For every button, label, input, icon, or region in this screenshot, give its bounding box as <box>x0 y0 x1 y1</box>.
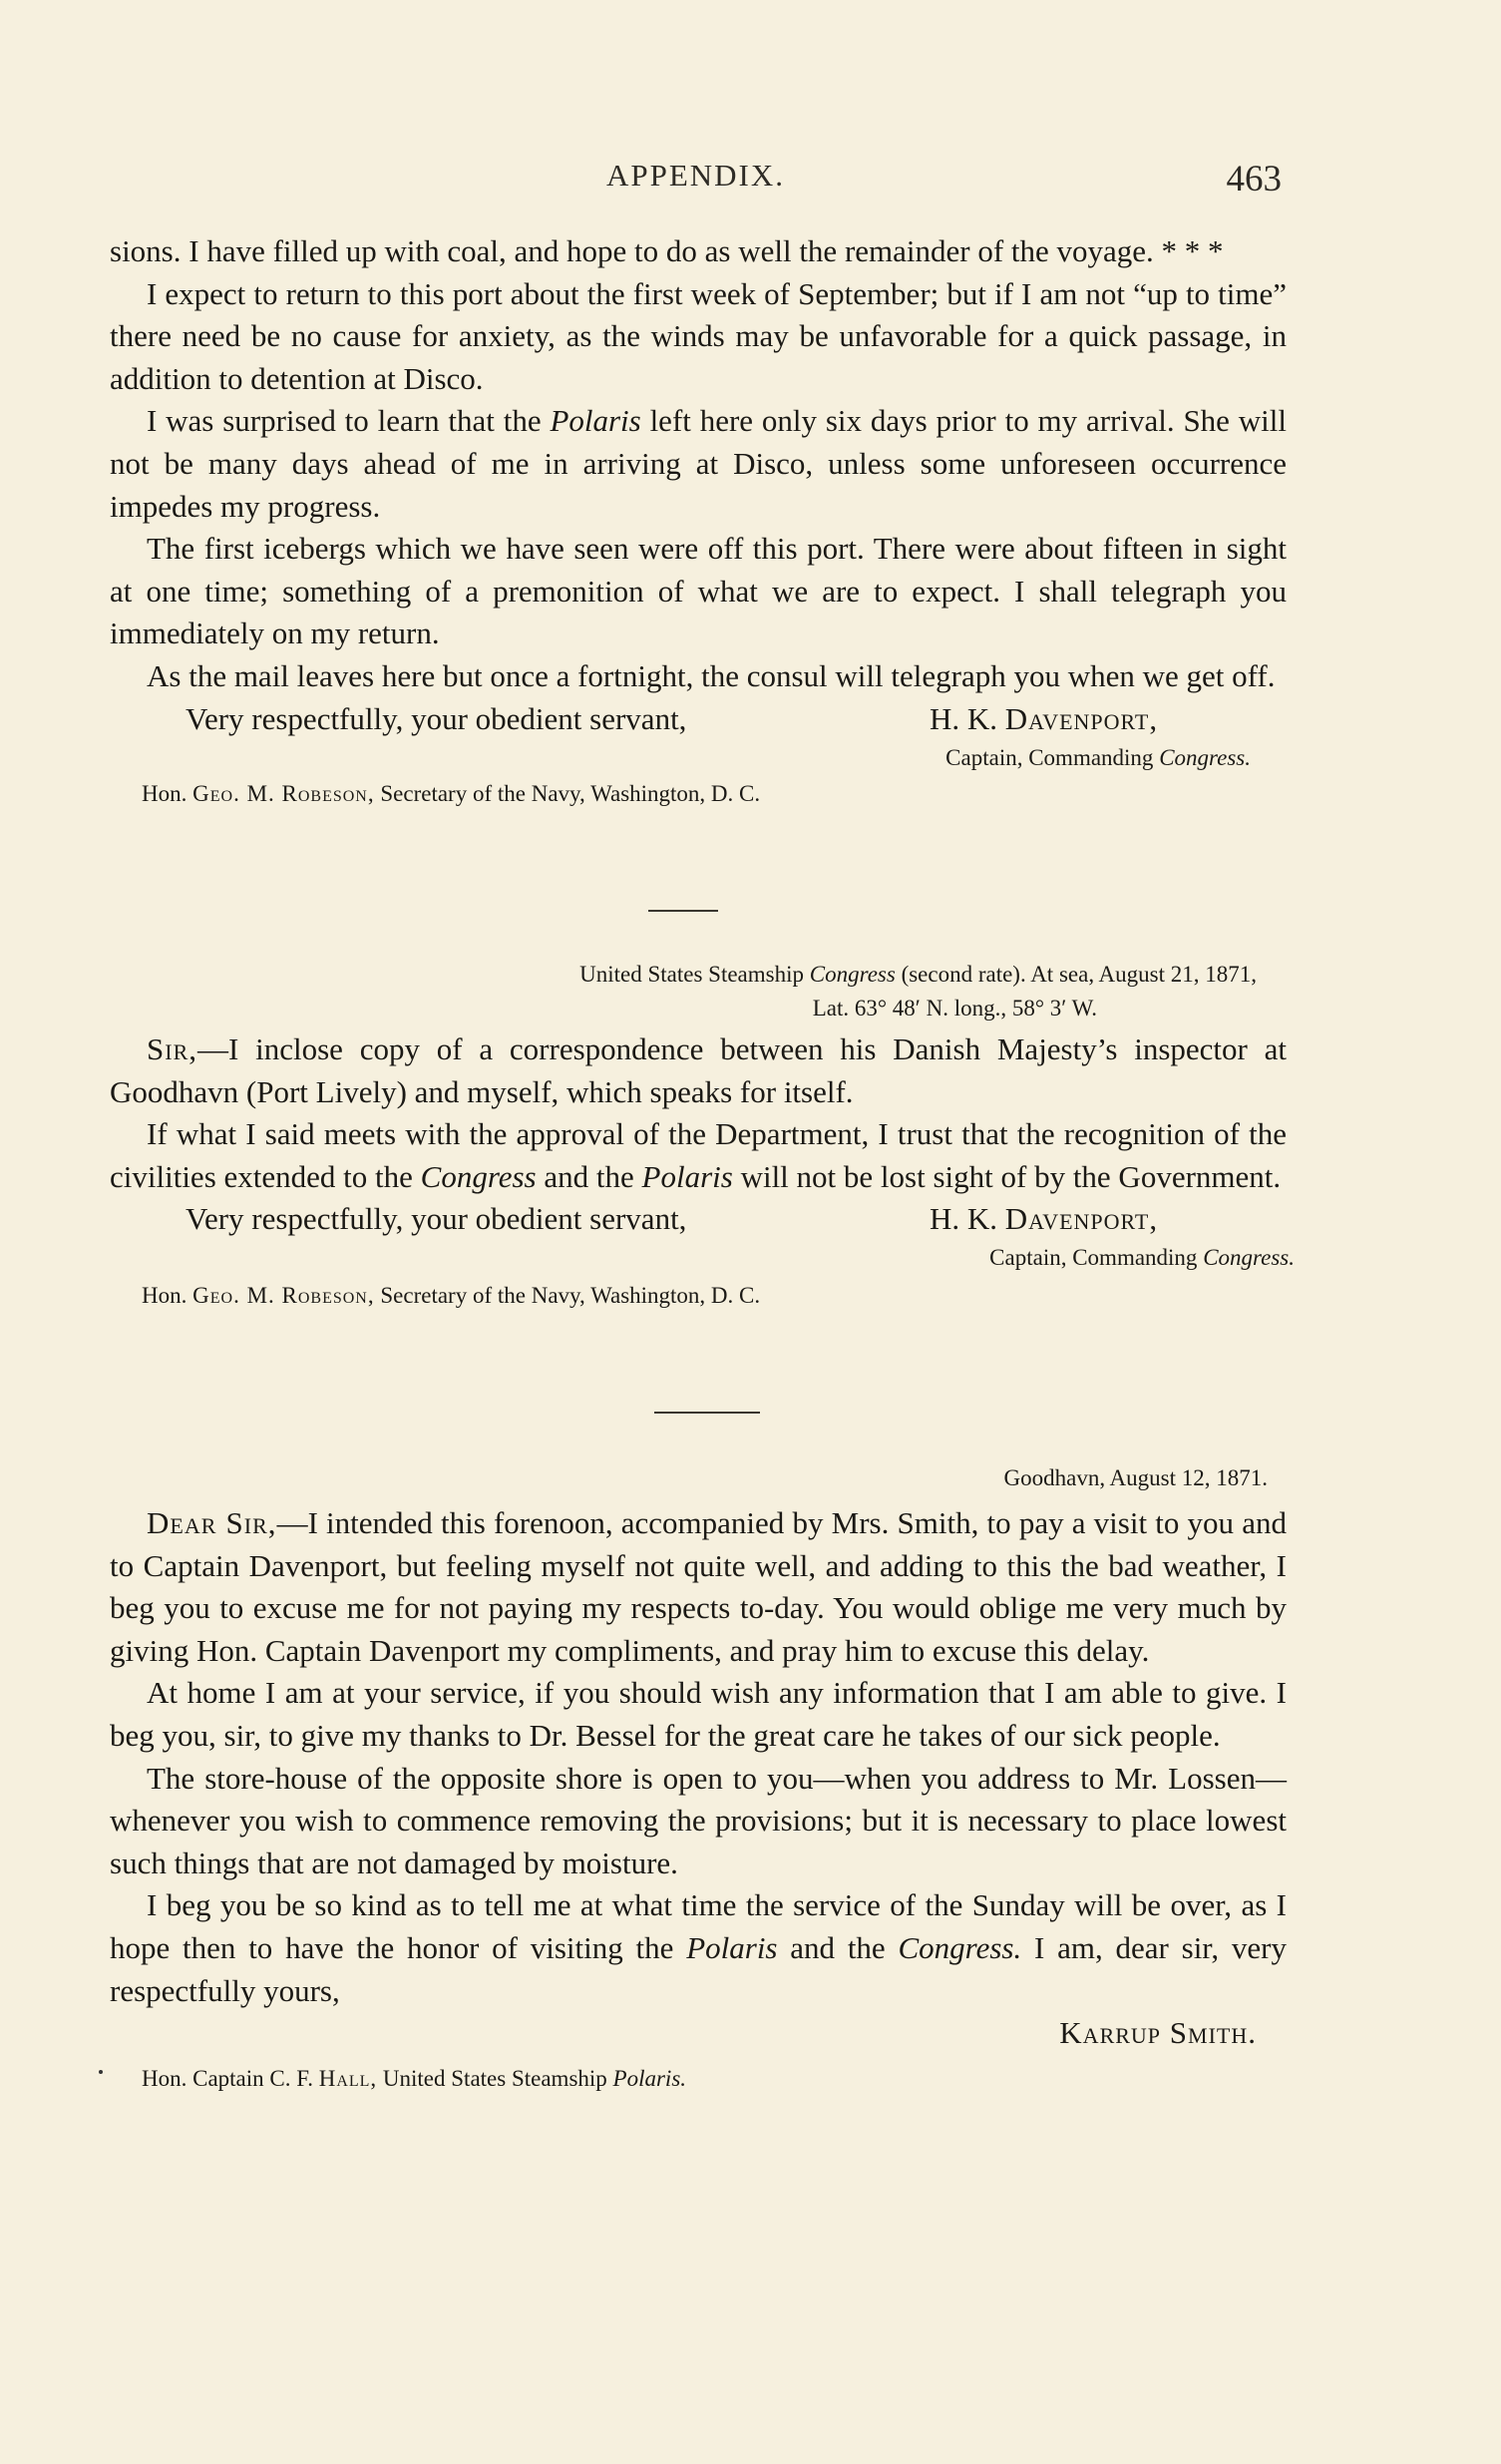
address-prefix: Hon. <box>142 1283 188 1309</box>
signer-title-line <box>110 741 1251 775</box>
signer-title: Captain, Commanding <box>989 1245 1198 1271</box>
signer-initials: H. K. <box>930 700 998 736</box>
text-run: left here only six days prior to my arrival. She will not be many days ahead of me in arriving at Disco, unless some unforeseen occurrence impedes my progress. <box>110 403 1287 524</box>
letter-1-paragraph: The first icebergs which we have seen were off this port. There were about fifteen in sight at one time; something of a premonition of what we are to expect. I shall telegraph you immediately on my return. <box>110 531 1287 651</box>
text-run: I beg you be so kind as to tell me at what time the service of the Sunday will be over, as I hope then to have the honor of visiting the <box>110 1887 1287 1965</box>
letter-2-paragraph <box>110 1113 1287 1198</box>
address-rest: Secretary of the Navy, Washington, D. C. <box>380 780 761 806</box>
text-run: —I intended this forenoon, accompanied by Mrs. Smith, to pay a visit to you and to Captain Davenport, but feeling myself not quite well, and adding to this the bad weather, I beg you to excuse me for not paying my respects to-day. You would oblige me very much by giving Hon. Captain Davenport my compliments, and pray him to excuse this delay. <box>110 1505 1287 1668</box>
salutation: Dear Sir, <box>147 1505 277 1540</box>
text-run: —I inclose copy of a correspondence between his Danish Majesty’s inspector at Goodhavn (Port Lively) and myself, which speaks for itself. <box>110 1031 1287 1109</box>
divider-rule <box>654 1412 760 1414</box>
text-run: If what I said meets with the approval of the Department, I trust that the recognition of the civilities extended to the <box>110 1116 1287 1194</box>
ship-name: Congress <box>420 1158 537 1194</box>
address-name: Hall, <box>318 2066 378 2092</box>
signature <box>930 1198 1158 1241</box>
letter-1 <box>110 230 1287 811</box>
letter-1-paragraph: As the mail leaves here but once a fortnight, the consul will telegraph you when we get off. <box>147 657 1276 693</box>
signer-title-line <box>110 1241 1295 1275</box>
signature <box>930 698 1158 741</box>
address-line <box>110 1279 1287 1313</box>
signer-initials: H. K. <box>930 1201 998 1237</box>
closing-phrase: Very respectfully, your obedient servant, <box>186 700 687 736</box>
letter-3-paragraph <box>110 1884 1287 2012</box>
divider-rule <box>648 910 718 912</box>
page-number: 463 <box>1226 159 1282 200</box>
salutation: Sir, <box>147 1031 197 1066</box>
ship-name: Polaris <box>686 1929 778 1965</box>
ship-name: Congress. <box>898 1929 1022 1965</box>
text-run: (second rate). At sea, August 21, 1871, <box>901 962 1257 987</box>
text-run: Hon. Captain C. F. <box>142 2066 313 2092</box>
text-run: will not be lost sight of by the Government. <box>732 1158 1282 1194</box>
signer-name: Karrup Smith. <box>1059 2015 1257 2051</box>
text-run: and the <box>777 1929 899 1965</box>
text-run: I was surprised to learn that the <box>147 403 551 439</box>
ship-name: Polaris <box>641 1158 733 1194</box>
letter-1-paragraph: I expect to return to this port about the first week of September; but if I am not “up to time” there need be no cause for anxiety, as the winds may be unfavorable for a quick passage, in addition to detention at Disco. <box>110 275 1287 396</box>
letter-3-paragraph: At home I am at your service, if you should wish any information that I am able to give. I beg you, sir, to give my thanks to Dr. Bessel for the great care he takes of our sick people. <box>110 1675 1287 1753</box>
closing-line <box>110 698 1287 741</box>
text-run: United States Steamship <box>579 962 804 987</box>
margin-mark <box>99 2070 103 2074</box>
text-run: I am, dear sir, very respectfully yours, <box>110 1929 1287 2008</box>
text-run: United States Steamship <box>382 2066 607 2092</box>
address-name: Geo. M. Robeson, <box>192 780 375 806</box>
ship-name: Congress <box>809 962 896 987</box>
letter-heading-line <box>110 958 1257 992</box>
address-line <box>110 2062 1287 2096</box>
letter-3-paragraph: The store-house of the opposite shore is open to you—when you address to Mr. Lossen—whenever you wish to commence removing the provisions; but it is necessary to place lowest such things that are not damaged by moisture. <box>110 1760 1287 1880</box>
text-run: and the <box>536 1158 642 1194</box>
ship-name: Congress. <box>1159 744 1251 770</box>
letter-2 <box>110 958 1295 1313</box>
letter-3-dateline: Goodhavn, August 12, 1871. <box>1003 1465 1268 1490</box>
letter-3-paragraph <box>110 1502 1287 1672</box>
address-prefix: Hon. <box>142 780 188 806</box>
letter-1-paragraph: sions. I have filled up with coal, and hope to do as well the remainder of the voyage. * * * <box>110 233 1224 268</box>
ship-name: Congress. <box>1203 1245 1295 1271</box>
signature-line <box>110 2012 1287 2054</box>
letter-2-paragraph <box>110 1028 1287 1113</box>
signer-title: Captain, Commanding <box>945 744 1154 770</box>
page-header <box>110 152 1282 202</box>
address-line <box>110 777 1287 811</box>
letter-3 <box>110 1502 1287 2096</box>
signer-surname: Davenport, <box>1004 700 1159 736</box>
address-name: Geo. M. Robeson, <box>192 1283 375 1309</box>
address-rest: Secretary of the Navy, Washington, D. C. <box>380 1283 761 1309</box>
running-head: APPENDIX. <box>605 158 786 193</box>
letter-1-paragraph <box>110 400 1287 528</box>
closing-line <box>110 1198 1287 1241</box>
closing-phrase: Very respectfully, your obedient servant, <box>186 1201 687 1237</box>
letter-heading-position: Lat. 63° 48′ N. long., 58° 3′ W. <box>812 996 1097 1021</box>
ship-name: Polaris <box>550 403 641 439</box>
ship-name: Polaris. <box>612 2066 687 2092</box>
signer-surname: Davenport, <box>1004 1201 1159 1237</box>
